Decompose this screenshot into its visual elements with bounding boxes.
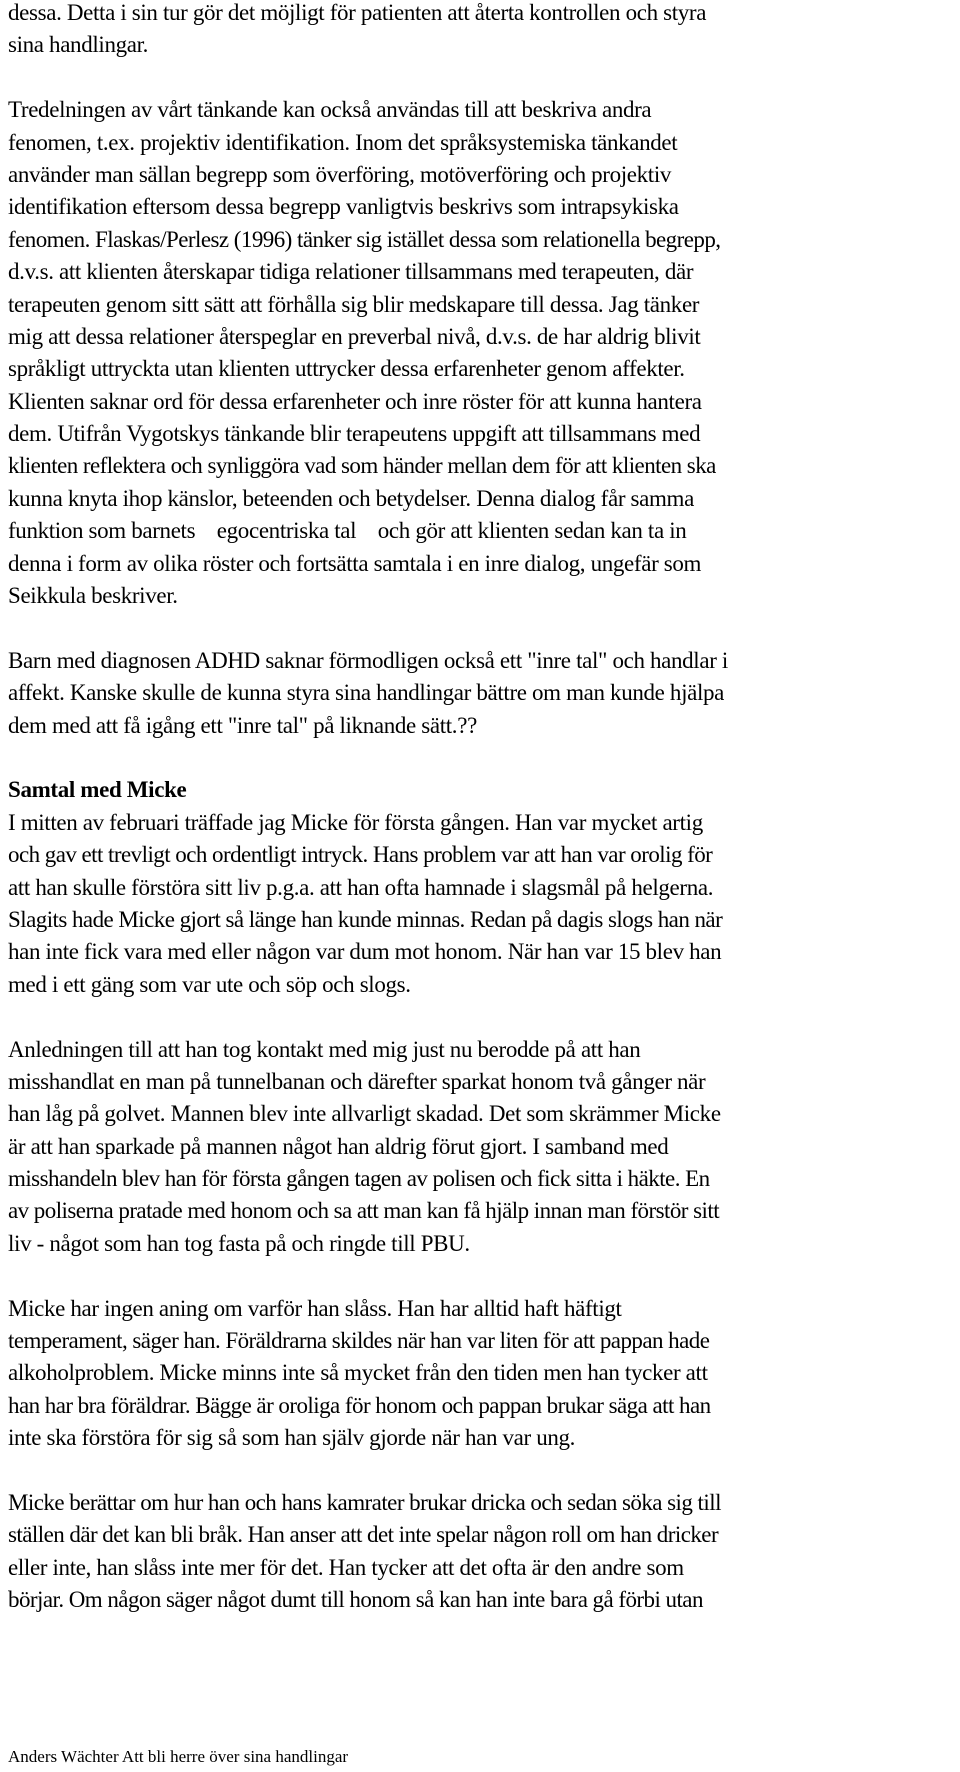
text-line: misshandeln blev han för första gången tagen av polisen och fick sitta i häkte. En xyxy=(8,1166,710,1192)
document-body xyxy=(8,0,952,1617)
text-line: denna i form av olika röster och fortsätta samtala i en inre dialog, ungefär som xyxy=(8,550,702,576)
text-line: med i ett gäng som var ute och söp och slogs. xyxy=(8,971,411,997)
text-line: Klienten saknar ord för dessa erfarenheter och inre röster för att kunna hantera xyxy=(8,388,702,414)
text-line: temperament, säger han. Föräldrarna skildes när han var liten för att pappan hade xyxy=(8,1328,710,1354)
text-line: använder man sällan begrepp som överföring, motöverföring och projektiv xyxy=(8,161,672,187)
text-line: fenomen, t.ex. projektiv identifikation. Inom det språksystemiska tänkandet xyxy=(8,129,678,155)
paragraph xyxy=(8,94,952,612)
text-line: alkoholproblem. Micke minns inte så mycket från den tiden men han tycker att xyxy=(8,1360,708,1386)
paragraph xyxy=(8,1034,952,1261)
text-line: fenomen. Flaskas/Perlesz (1996) tänker sig istället dessa som relationella begrepp, xyxy=(8,226,721,252)
paragraph-gap xyxy=(8,1001,952,1033)
text-line: är att han sparkade på mannen något han aldrig förut gjort. I samband med xyxy=(8,1133,669,1159)
page-footer: Anders Wächter Att bli herre över sina handlingar xyxy=(8,1747,349,1766)
text-line: klienten reflektera och synliggöra vad som händer mellan dem för att klienten ska xyxy=(8,453,716,479)
paragraph xyxy=(8,0,952,62)
text-line: eller inte, han slåss inte mer för det. Han tycker att det ofta är den andre som xyxy=(8,1554,684,1580)
paragraph xyxy=(8,1293,952,1455)
text-line: mig att dessa relationer återspeglar en preverbal nivå, d.v.s. de har aldrig blivit xyxy=(8,323,701,349)
text-line: Anledningen till att han tog kontakt med mig just nu berodde på att han xyxy=(8,1036,641,1062)
paragraph-gap xyxy=(8,612,952,644)
text-line: och gav ett trevligt och ordentligt intryck. Hans problem var att han var orolig för xyxy=(8,842,713,868)
text-line: Barn med diagnosen ADHD saknar förmodligen också ett "inre tal" och handlar i xyxy=(8,647,728,673)
paragraph xyxy=(8,1487,952,1617)
text-line: identifikation eftersom dessa begrepp vanligtvis beskrivs som intrapsykiska xyxy=(8,194,679,220)
text-line: inte ska förstöra för sig så som han själv gjorde när han var ung. xyxy=(8,1425,576,1451)
paragraph-gap xyxy=(8,742,952,774)
text-line: språkligt uttryckta utan klienten uttrycker dessa erfarenheter genom affekter. xyxy=(8,356,685,382)
text-line: han har bra föräldrar. Bägge är oroliga för honom och pappan brukar säga att han xyxy=(8,1392,711,1418)
text-line: Micke berättar om hur han och hans kamrater brukar dricka och sedan söka sig till xyxy=(8,1489,721,1515)
paragraph-gap xyxy=(8,1260,952,1292)
text-line: dessa. Detta i sin tur gör det möjligt för patienten att återta kontrollen och styra xyxy=(8,0,707,25)
text-line: han låg på golvet. Mannen blev inte allvarligt skadad. Det som skrämmer Micke xyxy=(8,1101,721,1127)
text-line: funktion som barnets egocentriska tal och gör att klienten sedan kan ta in xyxy=(8,518,687,544)
text-line: Micke har ingen aning om varför han slåss. Han har alltid haft häftigt xyxy=(8,1295,622,1321)
text-line: att han skulle förstöra sitt liv p.g.a. att han ofta hamnade i slagsmål på helgerna. xyxy=(8,874,714,900)
paragraph-gap xyxy=(8,1455,952,1487)
text-line: Seikkula beskriver. xyxy=(8,583,178,609)
text-line: liv - något som han tog fasta på och ringde till PBU. xyxy=(8,1230,470,1256)
text-line: börjar. Om någon säger något dumt till honom så kan han inte bara gå förbi utan xyxy=(8,1587,703,1613)
text-line: sina handlingar. xyxy=(8,32,149,58)
text-line: Tredelningen av vårt tänkande kan också användas till att beskriva andra xyxy=(8,97,652,123)
text-line: I mitten av februari träffade jag Micke för första gången. Han var mycket artig xyxy=(8,809,703,835)
paragraph xyxy=(8,645,952,742)
paragraph-gap xyxy=(8,62,952,94)
section-heading: Samtal med Micke xyxy=(8,777,187,803)
text-line: dem med att få igång ett "inre tal" på liknande sätt.?? xyxy=(8,712,477,738)
text-line: affekt. Kanske skulle de kunna styra sina handlingar bättre om man kunde hjälpa xyxy=(8,680,725,706)
text-line: han inte fick vara med eller någon var dum mot honom. När han var 15 blev han xyxy=(8,939,722,965)
text-line: dem. Utifrån Vygotskys tänkande blir terapeutens uppgift att tillsammans med xyxy=(8,421,701,447)
text-line: terapeuten genom sitt sätt att förhålla sig blir medskapare till dessa. Jag tänker xyxy=(8,291,700,317)
text-line: kunna knyta ihop känslor, beteenden och betydelser. Denna dialog får samma xyxy=(8,485,694,511)
text-line: Slagits hade Micke gjort så länge han kunde minnas. Redan på dagis slogs han när xyxy=(8,906,723,932)
text-line: ställen där det kan bli bråk. Han anser att det inte spelar någon roll om han dricker xyxy=(8,1522,719,1548)
text-line: av poliserna pratade med honom och sa att man kan få hjälp innan man förstör sitt xyxy=(8,1198,720,1224)
text-line: d.v.s. att klienten återskapar tidiga relationer tillsammans med terapeuten, där xyxy=(8,259,694,285)
paragraph xyxy=(8,807,952,1001)
text-line: misshandlat en man på tunnelbanan och därefter sparkat honom två gånger när xyxy=(8,1068,706,1094)
